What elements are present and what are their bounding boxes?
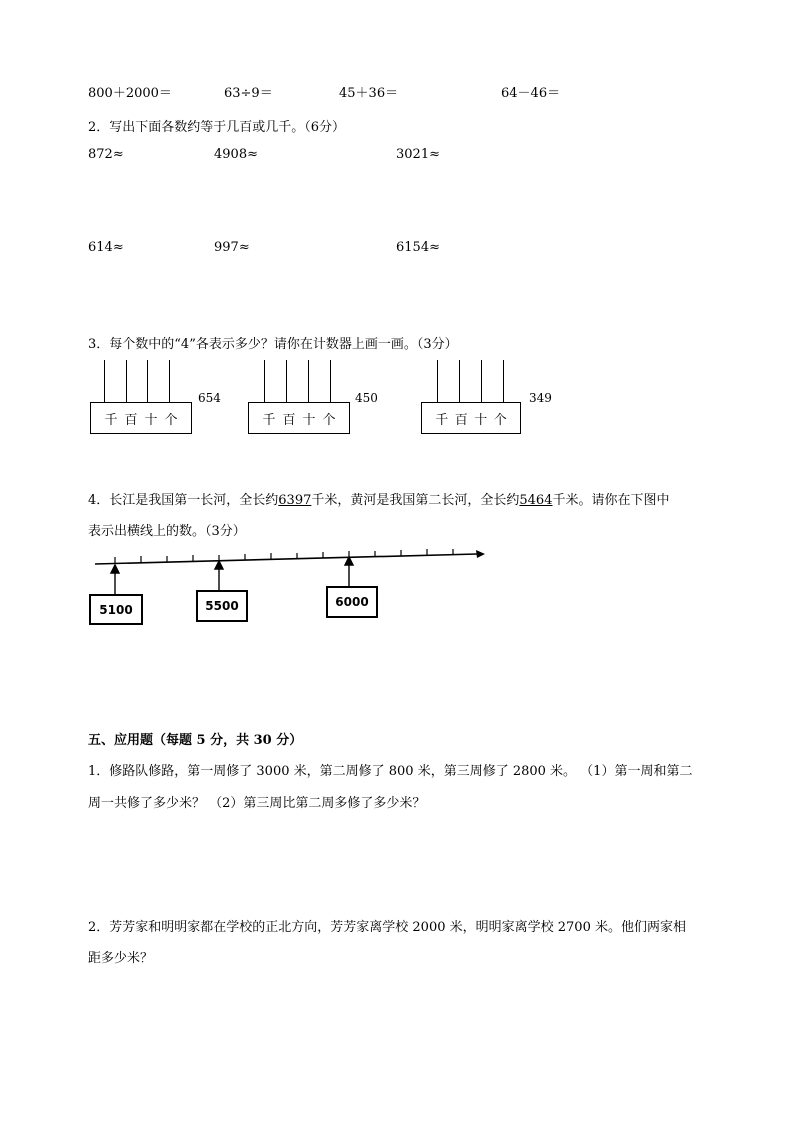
section-5-title: 五、应用题（每题 5 分，共 30 分） — [88, 733, 303, 748]
question-4-text: 千米，黄河是我国第二长河，全长约 — [311, 493, 520, 508]
number-line-arrowhead — [476, 550, 485, 558]
place-label: 千 — [435, 412, 449, 428]
number-line — [85, 540, 495, 640]
abacus-frame — [421, 402, 521, 434]
place-label: 千 — [104, 412, 118, 428]
abacus-rod — [169, 360, 170, 404]
problem-2-line2: 距多少米？ — [88, 951, 154, 966]
yellow-river-length: 5464 — [519, 493, 553, 508]
equation-4: 64－46＝ — [501, 86, 561, 101]
approx-item: 3021≈ — [396, 147, 440, 162]
abacus-rod — [481, 360, 482, 404]
arrowhead — [111, 565, 119, 573]
value-box-6000: 6000 — [326, 586, 378, 618]
value-box-5500: 5500 — [196, 590, 248, 622]
abacus-rod — [437, 360, 438, 404]
place-label: 个 — [322, 412, 336, 428]
abacus-rod — [126, 360, 127, 404]
place-label: 千 — [262, 412, 276, 428]
yangtze-length: 6397 — [278, 493, 312, 508]
approx-item: 4908≈ — [214, 147, 258, 162]
number-line-axis — [95, 554, 477, 564]
abacus-2 — [248, 360, 378, 435]
abacus-rod — [147, 360, 148, 404]
abacus-rod — [286, 360, 287, 404]
question-2-title: 2．写出下面各数约等于几百或几千。（6分） — [88, 120, 346, 135]
question-4-line2: 表示出横线上的数。（3分） — [88, 524, 246, 539]
question-4-text: 4．长江是我国第一长河，全长约 — [88, 493, 279, 508]
question-4-line1 — [88, 489, 670, 508]
abacus-rod — [104, 360, 105, 404]
place-label: 百 — [454, 412, 468, 428]
abacus-rod — [330, 360, 331, 404]
problem-1-line2: 周一共修了多少米？ （2）第三周比第二周多修了多少米？ — [88, 796, 426, 811]
abacus-rod — [308, 360, 309, 404]
equation-3: 45＋36＝ — [339, 86, 399, 101]
approx-item: 614≈ — [88, 240, 124, 255]
arrowhead — [215, 561, 223, 569]
question-3-title: 3．每个数中的“4”各表示多少？请你在计数器上画一画。（3分） — [88, 337, 458, 352]
place-label: 十 — [474, 412, 488, 428]
place-label: 个 — [164, 412, 178, 428]
problem-1-line1: 1．修路队修路，第一周修了 3000 米，第二周修了 800 米，第三周修了 2800 米。 （1）第一周和第二 — [88, 764, 693, 779]
place-label: 十 — [302, 412, 316, 428]
abacus-frame — [248, 402, 350, 434]
problem-2-line1: 2．芳芳家和明明家都在学校的正北方向，芳芳家离学校 2000 米，明明家离学校 2700 米。他们两家相 — [88, 920, 686, 935]
place-label: 个 — [493, 412, 507, 428]
question-4-text: 千米。请你在下图中 — [552, 493, 670, 508]
equation-2: 63÷9＝ — [224, 86, 273, 101]
abacus-frame — [90, 402, 192, 434]
value-box-5100: 5100 — [89, 594, 143, 625]
abacus-number: 654 — [198, 391, 221, 405]
abacus-rod — [459, 360, 460, 404]
abacus-number: 450 — [355, 391, 378, 405]
place-label: 百 — [282, 412, 296, 428]
abacus-rod — [503, 360, 504, 404]
approx-item: 997≈ — [214, 240, 250, 255]
approx-item: 6154≈ — [396, 240, 440, 255]
approx-item: 872≈ — [88, 147, 124, 162]
abacus-number: 349 — [529, 391, 552, 405]
abacus-rod — [264, 360, 265, 404]
abacus-1 — [90, 360, 220, 435]
place-label: 十 — [144, 412, 158, 428]
place-label: 百 — [124, 412, 138, 428]
equation-1: 800＋2000＝ — [88, 86, 172, 101]
abacus-3 — [421, 360, 556, 435]
